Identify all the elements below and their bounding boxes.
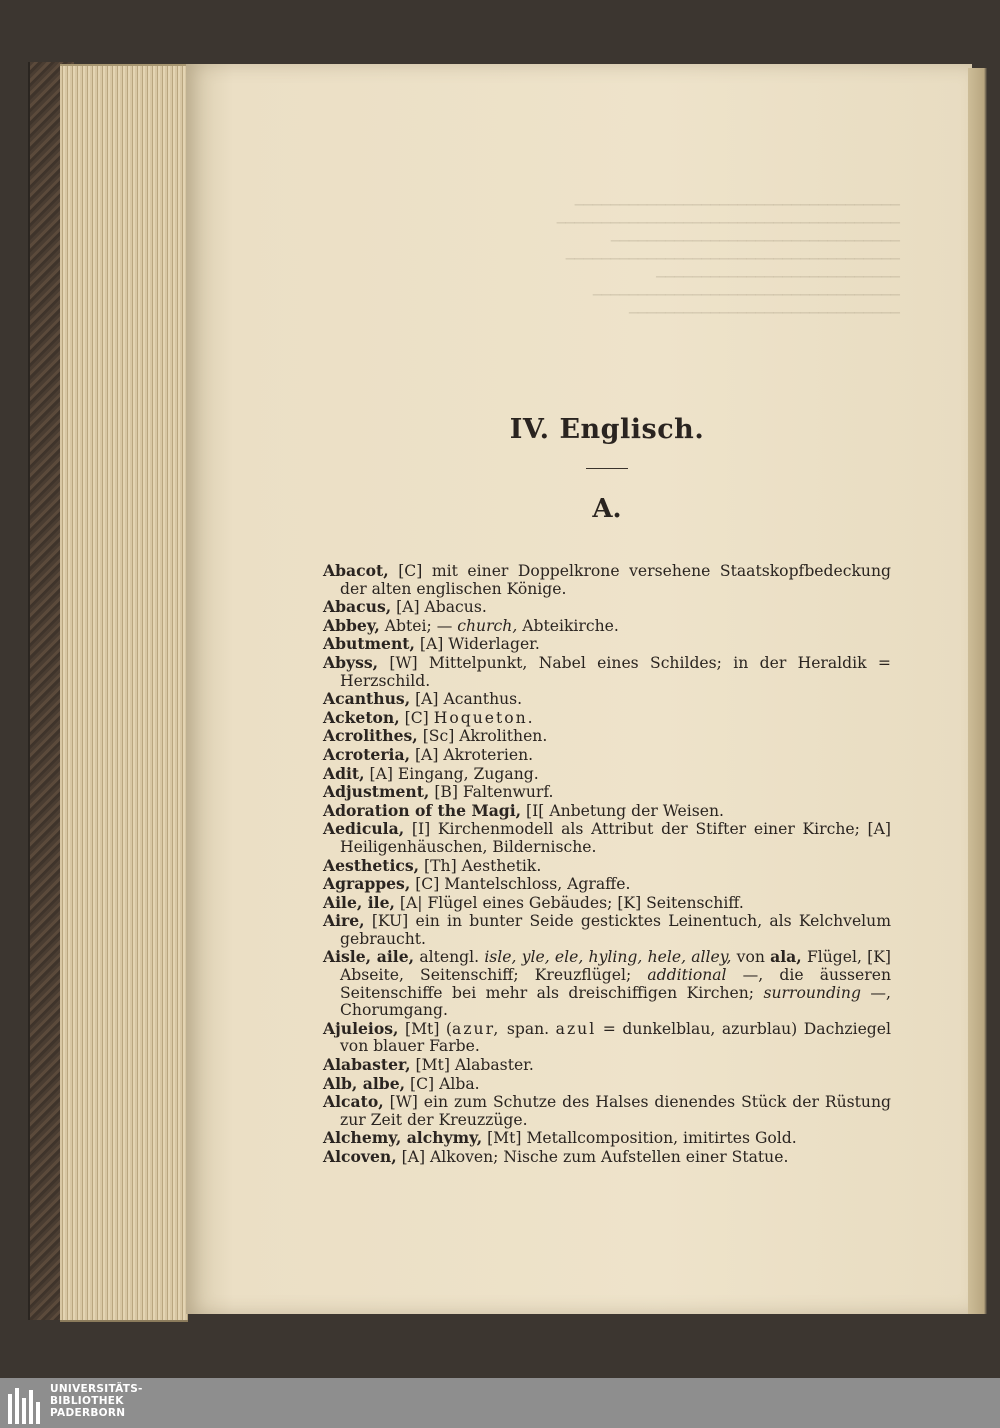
entry-text: [I] Kirchenmodell als Attribut der Stifter einer Kirche; [A] Heiligenhäuschen, Bildernische.	[340, 820, 891, 856]
entry-text: azur,	[452, 1019, 501, 1038]
entry-text: [Sc] Akrolithen.	[417, 727, 548, 746]
glossary-entry	[323, 690, 891, 709]
entry-text: [A] Abacus.	[391, 598, 487, 617]
entry-text: [A| Flügel eines Gebäudes; [K] Seitenschiff.	[394, 893, 744, 912]
bleed-through-texture: ──────────────────────────────────── ────────────────────────────────────── ──────────────────────────────── ───────────────────────────────────── ─────────────────────────── ────────────────────────────────── ──────────────────────────────	[556, 196, 900, 322]
library-logo-icon	[6, 1384, 46, 1424]
glossary-entry	[323, 1020, 891, 1056]
entry-text: = dunkelblau, azurblau) Dachziegel von blauer Farbe.	[340, 1019, 892, 1056]
entry-text: Hoqueton.	[433, 708, 535, 727]
entry-headword: Abyss,	[323, 652, 379, 672]
entry-text: [A] Acanthus.	[410, 690, 523, 709]
section-title: IV. Englisch.	[509, 414, 705, 445]
entry-headword: Adjustment,	[323, 782, 430, 802]
glossary-entry	[323, 1075, 891, 1094]
entry-text: [C] Mantelschloss, Agraffe.	[410, 875, 631, 894]
entry-text: [W] Mittelpunkt, Nabel eines Schildes; in der Heraldik = Herzschild.	[340, 653, 891, 690]
glossary-entry	[323, 654, 891, 690]
glossary-entry	[323, 857, 891, 876]
entry-headword: Aisle, aile,	[323, 947, 415, 967]
entry-headword: Adit,	[323, 763, 365, 783]
glossary-entry	[323, 820, 891, 856]
entry-text: [C] mit einer Doppelkrone versehene Staatskopfbedeckung der alten englischen Könige.	[340, 562, 891, 598]
glossary-entry	[323, 562, 891, 598]
entry-text: Abtei; —	[379, 616, 458, 635]
library-name-line: BIBLIOTHEK	[50, 1395, 124, 1407]
entry-headword: Alchemy, alchymy,	[323, 1128, 483, 1148]
entry-italic-term: additional	[647, 966, 727, 985]
library-name	[50, 1383, 143, 1419]
glossary-entry	[323, 1093, 891, 1129]
glossary-entry	[323, 1129, 891, 1148]
glossary-entry	[323, 727, 891, 746]
entry-text: [W] ein zum Schutze des Halses dienendes Stück der Rüstung zur Zeit der Kreuzzüge.	[340, 1093, 891, 1129]
glossary-entry	[323, 783, 891, 802]
glossary-entry	[323, 709, 891, 728]
entry-text: [Mt] (	[398, 1019, 453, 1038]
glossary-entry	[323, 765, 891, 784]
entry-headword: Acketon,	[323, 707, 400, 727]
glossary-entry	[323, 1148, 891, 1167]
entry-text: altengl.	[414, 948, 485, 967]
entry-text: [I[ Anbetung der Weisen.	[521, 801, 724, 820]
entry-headword: Alb, albe,	[323, 1073, 406, 1093]
entry-headword: Acrolithes,	[323, 726, 418, 746]
glossary-entry	[323, 948, 891, 1019]
library-name-line: PADERBORN	[50, 1407, 126, 1419]
entry-headword: Aire,	[323, 911, 365, 931]
entry-text: [A] Widerlager.	[414, 635, 540, 654]
entry-italic-term: isle, yle, ele, hyling, hele, alley,	[484, 948, 732, 967]
entry-text: [Mt] Metallcomposition, imitirtes Gold.	[482, 1129, 797, 1148]
entry-text: azul	[555, 1019, 597, 1038]
entry-text: [C] Alba.	[405, 1074, 480, 1093]
entry-headword: Acanthus,	[323, 689, 411, 709]
library-footer	[0, 1378, 1000, 1428]
entry-headword: Abacot,	[323, 561, 389, 580]
glossary-entry	[323, 894, 891, 913]
entry-headword: Ajuleios,	[323, 1018, 399, 1038]
glossary-entries	[323, 562, 891, 1167]
entry-headword: Adoration of the Magi,	[323, 800, 522, 820]
glossary-entry	[323, 635, 891, 654]
glossary-entry	[323, 617, 891, 636]
entry-text: [A] Akroterien.	[410, 745, 534, 764]
entry-headword: Abbey,	[323, 615, 380, 635]
entry-text: —, die äusseren Seitenschiffe bei mehr als dreischiffigen Kirchen;	[340, 966, 891, 1002]
entry-text: [Th] Aesthetik.	[419, 856, 542, 875]
entry-headword: Alcato,	[323, 1092, 384, 1112]
glossary-entry	[323, 1056, 891, 1075]
entry-headword: Alcoven,	[323, 1147, 397, 1166]
entry-text: [A] Alkoven; Nische zum Aufstellen einer Statue.	[396, 1148, 789, 1166]
title-divider	[586, 468, 628, 469]
entry-headword: Abutment,	[323, 634, 415, 654]
entry-text: span.	[500, 1019, 556, 1038]
glossary-entry	[323, 912, 891, 948]
entry-text: [B] Faltenwurf.	[429, 783, 554, 802]
section-letter: A.	[592, 494, 622, 524]
entry-headword: ala,	[770, 947, 802, 967]
entry-headword: Agrappes,	[323, 874, 411, 894]
entry-text: [C]	[399, 708, 434, 727]
entry-headword: Aile, ile,	[323, 892, 395, 912]
facing-page-edge	[968, 68, 1000, 1314]
entry-text: Flügel, [K] Abseite, Seitenschiff; Kreuzflügel;	[340, 948, 891, 985]
entry-italic-term: church,	[457, 616, 518, 635]
entry-text: —, Chorumgang.	[340, 983, 891, 1020]
entry-text: von	[731, 948, 771, 967]
entry-headword: Acroteria,	[323, 744, 411, 764]
entry-italic-term: surrounding	[763, 983, 861, 1002]
page-stack-edge	[60, 64, 188, 1322]
entry-headword: Aedicula,	[323, 819, 405, 839]
glossary-entry	[323, 875, 891, 894]
entry-headword: Aesthetics,	[323, 855, 420, 875]
entry-text: [KU] ein in bunter Seide gesticktes Leinentuch, als Kelchvelum gebraucht.	[340, 912, 891, 948]
entry-headword: Alabaster,	[323, 1055, 411, 1075]
entry-text: Abteikirche.	[517, 616, 619, 635]
entry-text: [Mt] Alabaster.	[410, 1056, 534, 1075]
library-name-line: UNIVERSITÄTS-	[50, 1383, 143, 1395]
glossary-entry	[323, 598, 891, 617]
entry-text: [A] Eingang, Zugang.	[364, 764, 539, 783]
glossary-entry	[323, 746, 891, 765]
glossary-entry	[323, 802, 891, 821]
entry-headword: Abacus,	[323, 597, 392, 617]
